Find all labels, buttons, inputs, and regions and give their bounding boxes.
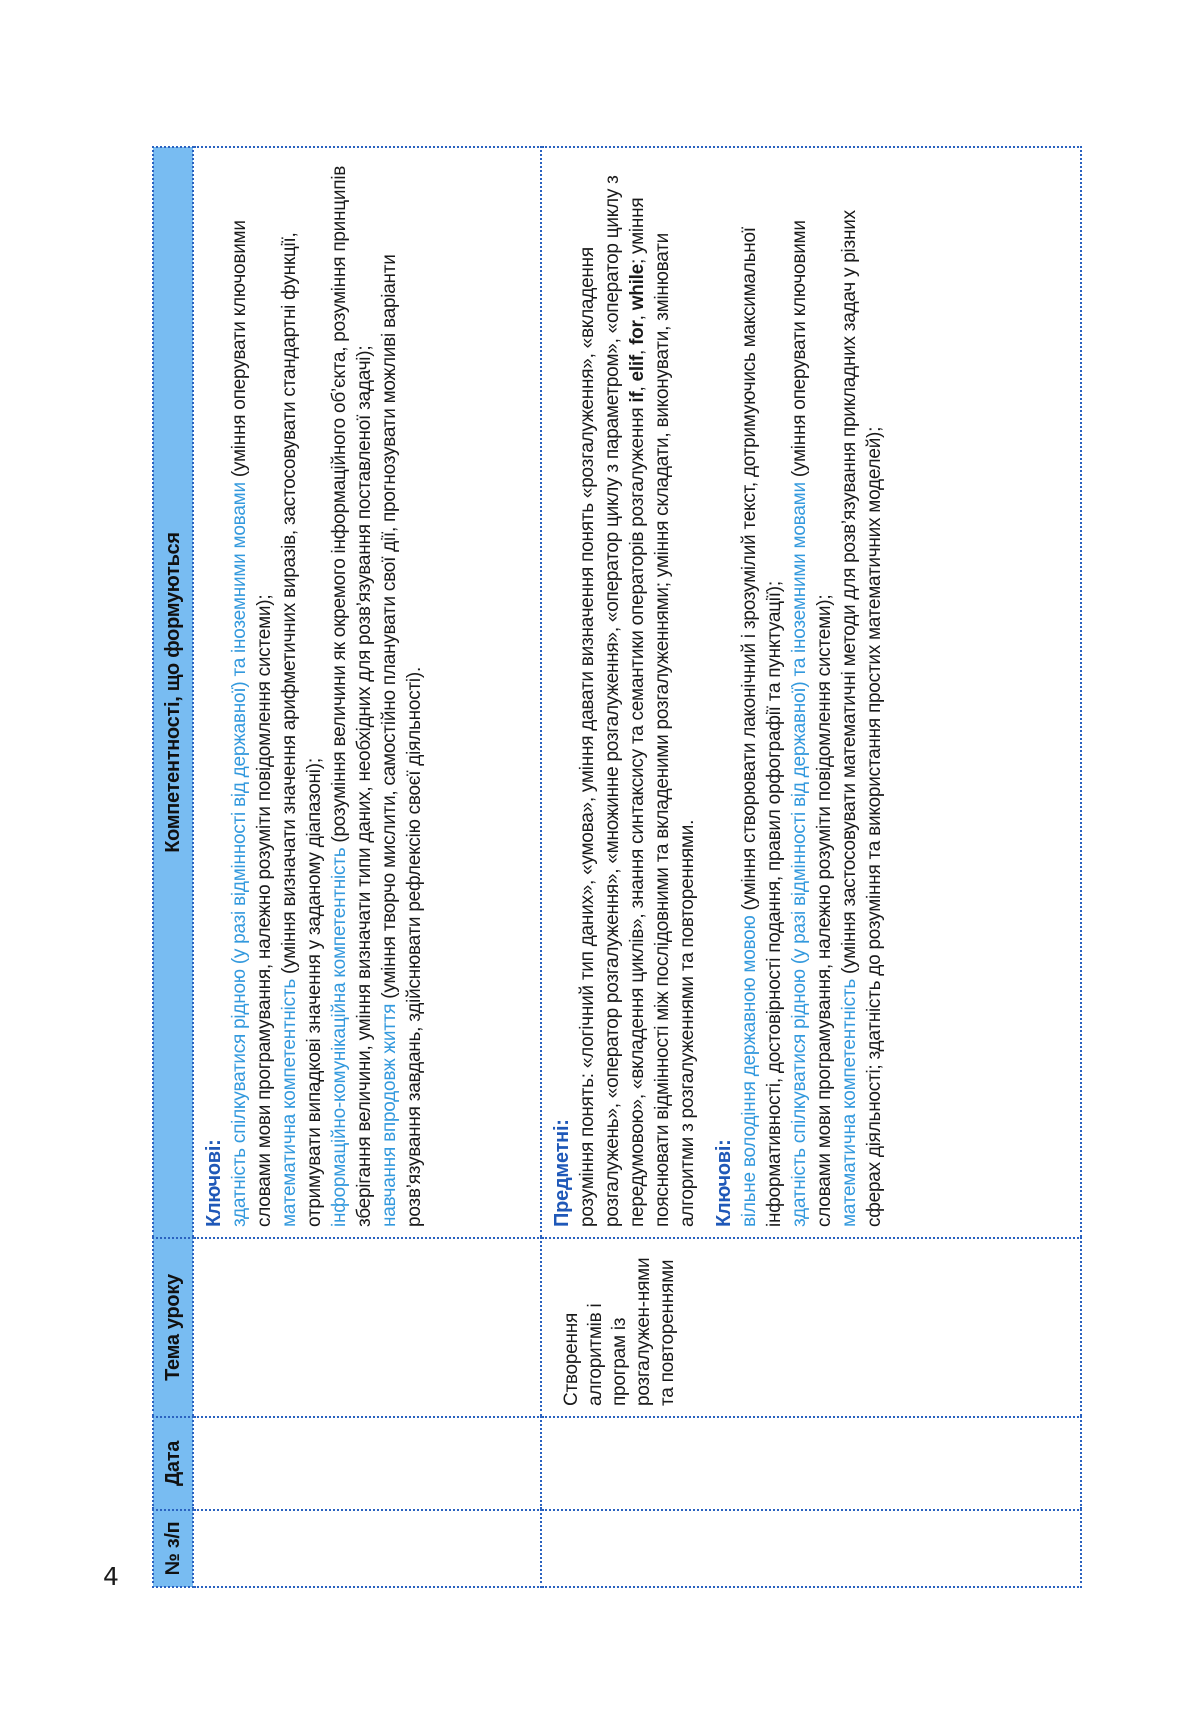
competency-keyword: здатність спілкуватися рідною (у разі відмінності від державної) та іноземними мовами (229, 482, 250, 1227)
competency-text: (уміння визначати значення арифметичних виразів, застосовувати стандартні функції, отримувати випадкові значення у заданому діапазоні); (279, 232, 325, 1227)
keyword-elif: elif (627, 354, 648, 382)
separator: , (627, 310, 648, 321)
competency-item (787, 158, 837, 1227)
section-heading-subject: Предметні: (551, 1119, 573, 1227)
table-row (541, 147, 1081, 1587)
cell-date (541, 1417, 1081, 1510)
cell-number (193, 1510, 541, 1587)
section-heading-key: Ключові: (203, 1139, 225, 1227)
header-date: Дата (153, 1417, 193, 1510)
header-number: № з/п (153, 1510, 193, 1587)
competency-text: (уміння створювати лаконічний і зрозумілий текст, дотримуючись максимальної інформативності, достовірності подання, правил орфографії та пунктуації); (739, 227, 785, 1227)
table-row (193, 147, 541, 1587)
cell-topic (193, 1238, 541, 1417)
cell-topic: Створення алгоритмів і програм із розгалужен-нями та повтореннями (541, 1238, 1081, 1417)
table-header-row (153, 147, 193, 1587)
header-topic: Тема уроку (153, 1238, 193, 1417)
cell-competencies (541, 147, 1081, 1238)
competency-keyword: інформаційно-комунікаційна компетентність (329, 847, 350, 1227)
competencies-table (152, 146, 1082, 1588)
separator: , (627, 344, 648, 355)
competency-text: (уміння оперувати ключовими словами мови програмування, належно розуміти повідомлення системи); (229, 220, 275, 1227)
header-competencies: Компетентності, що формуються (153, 147, 193, 1238)
rotated-table-container (152, 148, 1054, 1588)
cell-number (541, 1510, 1081, 1587)
competency-item (377, 158, 427, 1227)
competency-keyword: здатність спілкуватися рідною (у разі відмінності від державної) та іноземними мовами (789, 482, 810, 1227)
page-number: 4 (103, 1562, 119, 1591)
competency-keyword: математична компетентність (279, 979, 300, 1227)
keyword-for: for (627, 320, 648, 345)
competency-item (837, 158, 887, 1227)
section-heading-key: Ключові: (713, 1139, 735, 1227)
keyword-while: while (627, 264, 648, 311)
competency-keyword: вільне володіння державною мовою (739, 915, 760, 1227)
subject-text-part: розуміння понять: «логічний тип даних», «умова», уміння давати визначення понять «розгалуження», «вкладення розгалужень», «оператор розгалуження», «множинне розгалуження», «оператор циклу з параметром», «оператор циклу з передумовою», «вкладення циклів», знання синтаксису та семантики операторів розгалуження (577, 175, 648, 1227)
keyword-if: if (627, 391, 648, 403)
spacer (700, 158, 712, 1227)
competency-item (737, 158, 787, 1227)
cell-competencies (193, 147, 541, 1238)
competency-text: (уміння оперувати ключовими словами мови програмування, належно розуміти повідомлення системи); (789, 220, 835, 1227)
subject-text-part: ; уміння пояснювати відмінності між послідовними та вкладеними розгалуженнями; уміння складати, виконувати, змінювати алгоритми з розгалуженнями та повтореннями. (627, 197, 698, 1227)
subject-competency-text (575, 158, 700, 1227)
competency-keyword: навчання впродовж життя (379, 1003, 400, 1227)
competency-item (277, 158, 327, 1227)
competency-keyword: математична компетентність (839, 979, 860, 1227)
separator: , (627, 381, 648, 392)
competency-text: (уміння застосовувати математичні методи для розв’язування прикладних задач у різних сферах діяльності; здатність до розуміння та використання простих математичних моделей); (839, 210, 885, 1227)
competency-text: (розуміння величини як окремого інформаційного об’єкта, розуміння принципів зберігання величини, уміння визначати типи даних, необхідних для розв’язування поставленої задачі); (329, 165, 375, 1227)
competency-item (327, 158, 377, 1227)
competency-text: (уміння творчо мислити, самостійно планувати свої дії, прогнозувати можливі варіанти розв’язування завдань, здійснювати рефлексію своєї діяльності). (379, 254, 425, 1227)
competency-item (227, 158, 277, 1227)
cell-date (193, 1417, 541, 1510)
